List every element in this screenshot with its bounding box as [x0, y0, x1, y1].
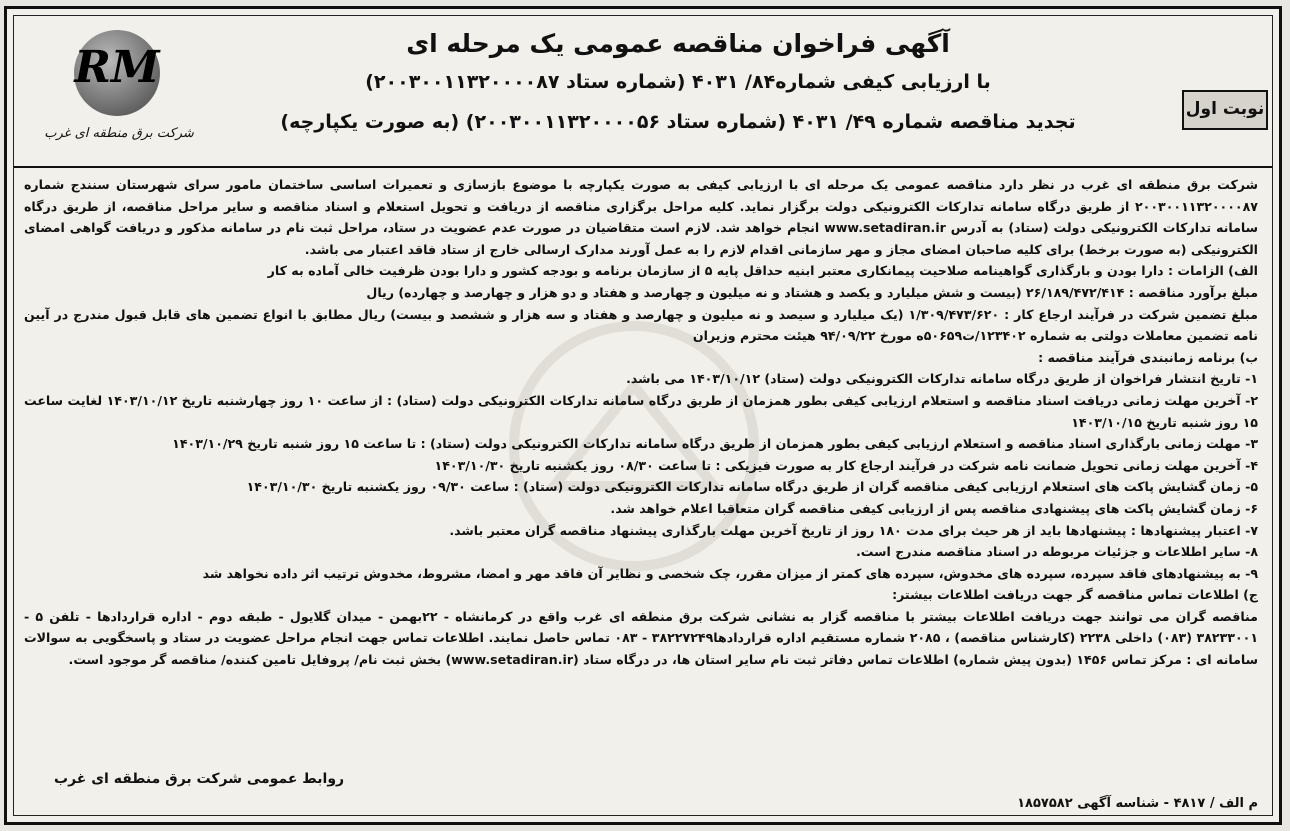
notice-frame	[13, 15, 1273, 816]
schedule-item: ۳- مهلت زمانی بارگذاری اسناد مناقصه و استعلام ارزیابی کیفی بطور همزمان از طریق درگاه سامانه تدارکات الکترونیکی دولت (ستاد) : تا ساعت ۱۵ روز شنبه تاریخ ۱۴۰۳/۱۰/۲۹	[172, 436, 1258, 452]
notice-titles	[214, 26, 1142, 142]
notice-footer	[24, 767, 1258, 811]
estimate-line: مبلغ برآورد مناقصه : ۲۶/۱۸۹/۴۷۲/۴۱۴ (بیست و شش میلیارد و یکصد و هشتاد و نه میلیون و چهارصد و هفتاد و دو هزار و چهارصد و چهارده) ریال	[366, 284, 1258, 300]
tender-notice	[4, 6, 1282, 825]
schedule-item: ۴- آخرین مهلت زمانی تحویل ضمانت نامه شرکت در فرآیند ارجاع کار به صورت فیزیکی : تا ساعت ۰۸/۳۰ روز یکشنبه تاریخ ۱۴۰۳/۱۰/۳۰	[434, 457, 1258, 473]
schedule-item: ۸- سایر اطلاعات و جزئیات مربوطه در اسناد مناقصه مندرج است.	[856, 544, 1258, 560]
contact-paragraph: مناقصه گران می توانند جهت دریافت اطلاعات بیشتر با مناقصه گزار به نشانی شرکت برق منطقه ای غرب واقع در کرمانشاه - ۲۲بهمن - میدان گلایول - طبقه دوم - اداره قراردادها - تلفن ۵ - ۳۸۲۳۳۰۰۱ (۰۸۳) داخلی ۲۲۳۸ (کارشناس مناقصه) ، ۲۰۸۵ شماره مستقیم اداره قراردادها۳۸۲۲۷۲۴۹ - ۰۸۳ تماس حاصل نمایند. اطلاعات تماس جهت انجام مراحل عضویت در ستاد و پاسخگویی به سوالات سامانه ای : مرکز تماس ۱۴۵۶ (بدون پیش شماره) اطلاعات تماس دفاتر ثبت نام سایر استان ها، در درگاه ستاد (www.setadiran.ir) بخش ثبت نام/ پروفایل تامین کننده/ مناقصه گر موجود است.	[24, 608, 1259, 668]
notice-title: آگهی فراخوان مناقصه عمومی یک مرحله ای	[406, 29, 950, 58]
notice-body	[24, 174, 1258, 671]
guarantee-line: مبلغ تضمین شرکت در فرآیند ارجاع کار : ۱/۳۰۹/۴۷۳/۶۲۰ (یک میلیارد و سیصد و نه میلیون و چهارصد و هفتاد و سه هزار و ششصد و بیست) ریال مطابق با انواع تضمین های قابل قبول مندرج در آیین نامه تضمین معاملات دولتی به شماره ۱۲۳۴۰۲/ت۵۰۶۵۹ه مورخ ۹۴/۰۹/۲۲ هیئت محترم وزیران	[24, 306, 1258, 344]
notice-subtitle-1: با ارزیابی کیفی شماره۸۴/ ۴۰۳۱ (شماره ستاد ۲۰۰۳۰۰۱۱۳۲۰۰۰۰۸۷)	[365, 71, 991, 93]
schedule-item: ۱- تاریخ انتشار فراخوان از طریق درگاه سامانه تدارکات الکترونیکی دولت (ستاد) ۱۴۰۳/۱۰/۱۲ می باشد.	[626, 371, 1258, 387]
schedule-item: ۷- اعتبار پیشنهادها : پیشنهادها باید از هر حیث برای مدت ۱۸۰ روز از تاریخ آخرین مهلت بارگذاری پیشنهاد مناقصه گران معتبر باشد.	[449, 522, 1258, 538]
requirements-line: الف) الزامات : دارا بودن و بارگذاری گواهینامه صلاحیت پیمانکاری معتبر ابنیه حداقل پایه ۵ از سازمان برنامه و بودجه کشور و دارا بودن ظرفیت خالی آماده به کار	[267, 263, 1258, 279]
schedule-item: ۹- به پیشنهادهای فاقد سپرده، سپرده های مخدوش، سپرده های کمتر از میزان مقرر، چک شخصی و نظایر آن فاقد مهر و امضا، مشروط، مخدوش ترتیب اثر داده نخواهد شد	[202, 565, 1258, 581]
schedule-item: ۵- زمان گشایش پاکت های استعلام ارزیابی کیفی مناقصه گران از طریق درگاه سامانه تدارکات الکترونیکی دولت (ستاد) : ساعت ۰۹/۳۰ روز یکشنبه تاریخ ۱۴۰۳/۱۰/۳۰	[246, 479, 1258, 495]
logo-mark-icon: RM	[74, 42, 160, 93]
notice-subtitle-2: تجدید مناقصه شماره ۴۹/ ۴۰۳۱ (شماره ستاد ۲۰۰۳۰۰۱۱۳۲۰۰۰۰۵۶) (به صورت یکپارچه)	[280, 111, 1076, 133]
intro-paragraph: شرکت برق منطقه ای غرب در نظر دارد مناقصه عمومی یک مرحله ای با ارزیابی کیفی به صورت یکپارچه با موضوع بازسازی و تعمیرات اساسی ساختمان مامور سرای شهرستان سنندج شماره ۲۰۰۳۰۰۱۱۳۲۰۰۰۰۸۷ از طریق درگاه سامانه تدارکات الکترونیکی دولت برگزار نماید. کلیه مراحل برگزاری مناقصه از دریافت و تحویل استعلام و اسناد مناقصه و سایر مراحل مناقصه، از طریق درگاه سامانه تدارکات الکترونیکی دولت (ستاد) به آدرس www.setadiran.ir انجام خواهد شد. لازم است متقاضیان در صورت عدم عضویت در ستاد، مراحل ثبت نام در سامانه مذکور و دریافت گواهی امضای الکترونیکی (به صورت برخط) برای کلیه صاحبان امضای مجاز و مهر سازمانی اقدام لازم را به عمل آورند مدارک ارسالی خارج از ستاد فاقد اعتبار می باشد.	[24, 177, 1258, 257]
contact-title: ج) اطلاعات تماس مناقصه گر جهت دریافت اطلاعات بیشتر:	[892, 587, 1258, 603]
notice-header	[14, 16, 1272, 168]
schedule-item: ۲- آخرین مهلت زمانی دریافت اسناد مناقصه و استعلام ارزیابی کیفی بطور همزمان از طریق درگاه سامانه تدارکات الکترونیکی دولت (ستاد) : از ساعت ۱۰ روز چهارشنبه تاریخ ۱۴۰۳/۱۰/۱۲ لغایت ساعت ۱۵ روز شنبه تاریخ ۱۴۰۳/۱۰/۱۵	[24, 392, 1258, 430]
company-logo	[34, 30, 204, 156]
publication-round-badge: نوبت اول	[1182, 90, 1268, 130]
schedule-item: ۶- زمان گشایش پاکت های پیشنهادی مناقصه پس از ارزیابی کیفی مناقصه گران متعاقبا اعلام خواهد شد.	[610, 500, 1258, 516]
public-relations-signature: روابط عمومی شرکت برق منطقه ای غرب	[54, 771, 345, 787]
schedule-title: ب) برنامه زمانبندی فرآیند مناقصه :	[1038, 349, 1258, 365]
logo-caption: شرکت برق منطقه ای غرب	[44, 126, 194, 141]
notice-reference: م الف / ۴۸۱۷ - شناسه آگهی ۱۸۵۷۵۸۲	[1017, 796, 1258, 811]
